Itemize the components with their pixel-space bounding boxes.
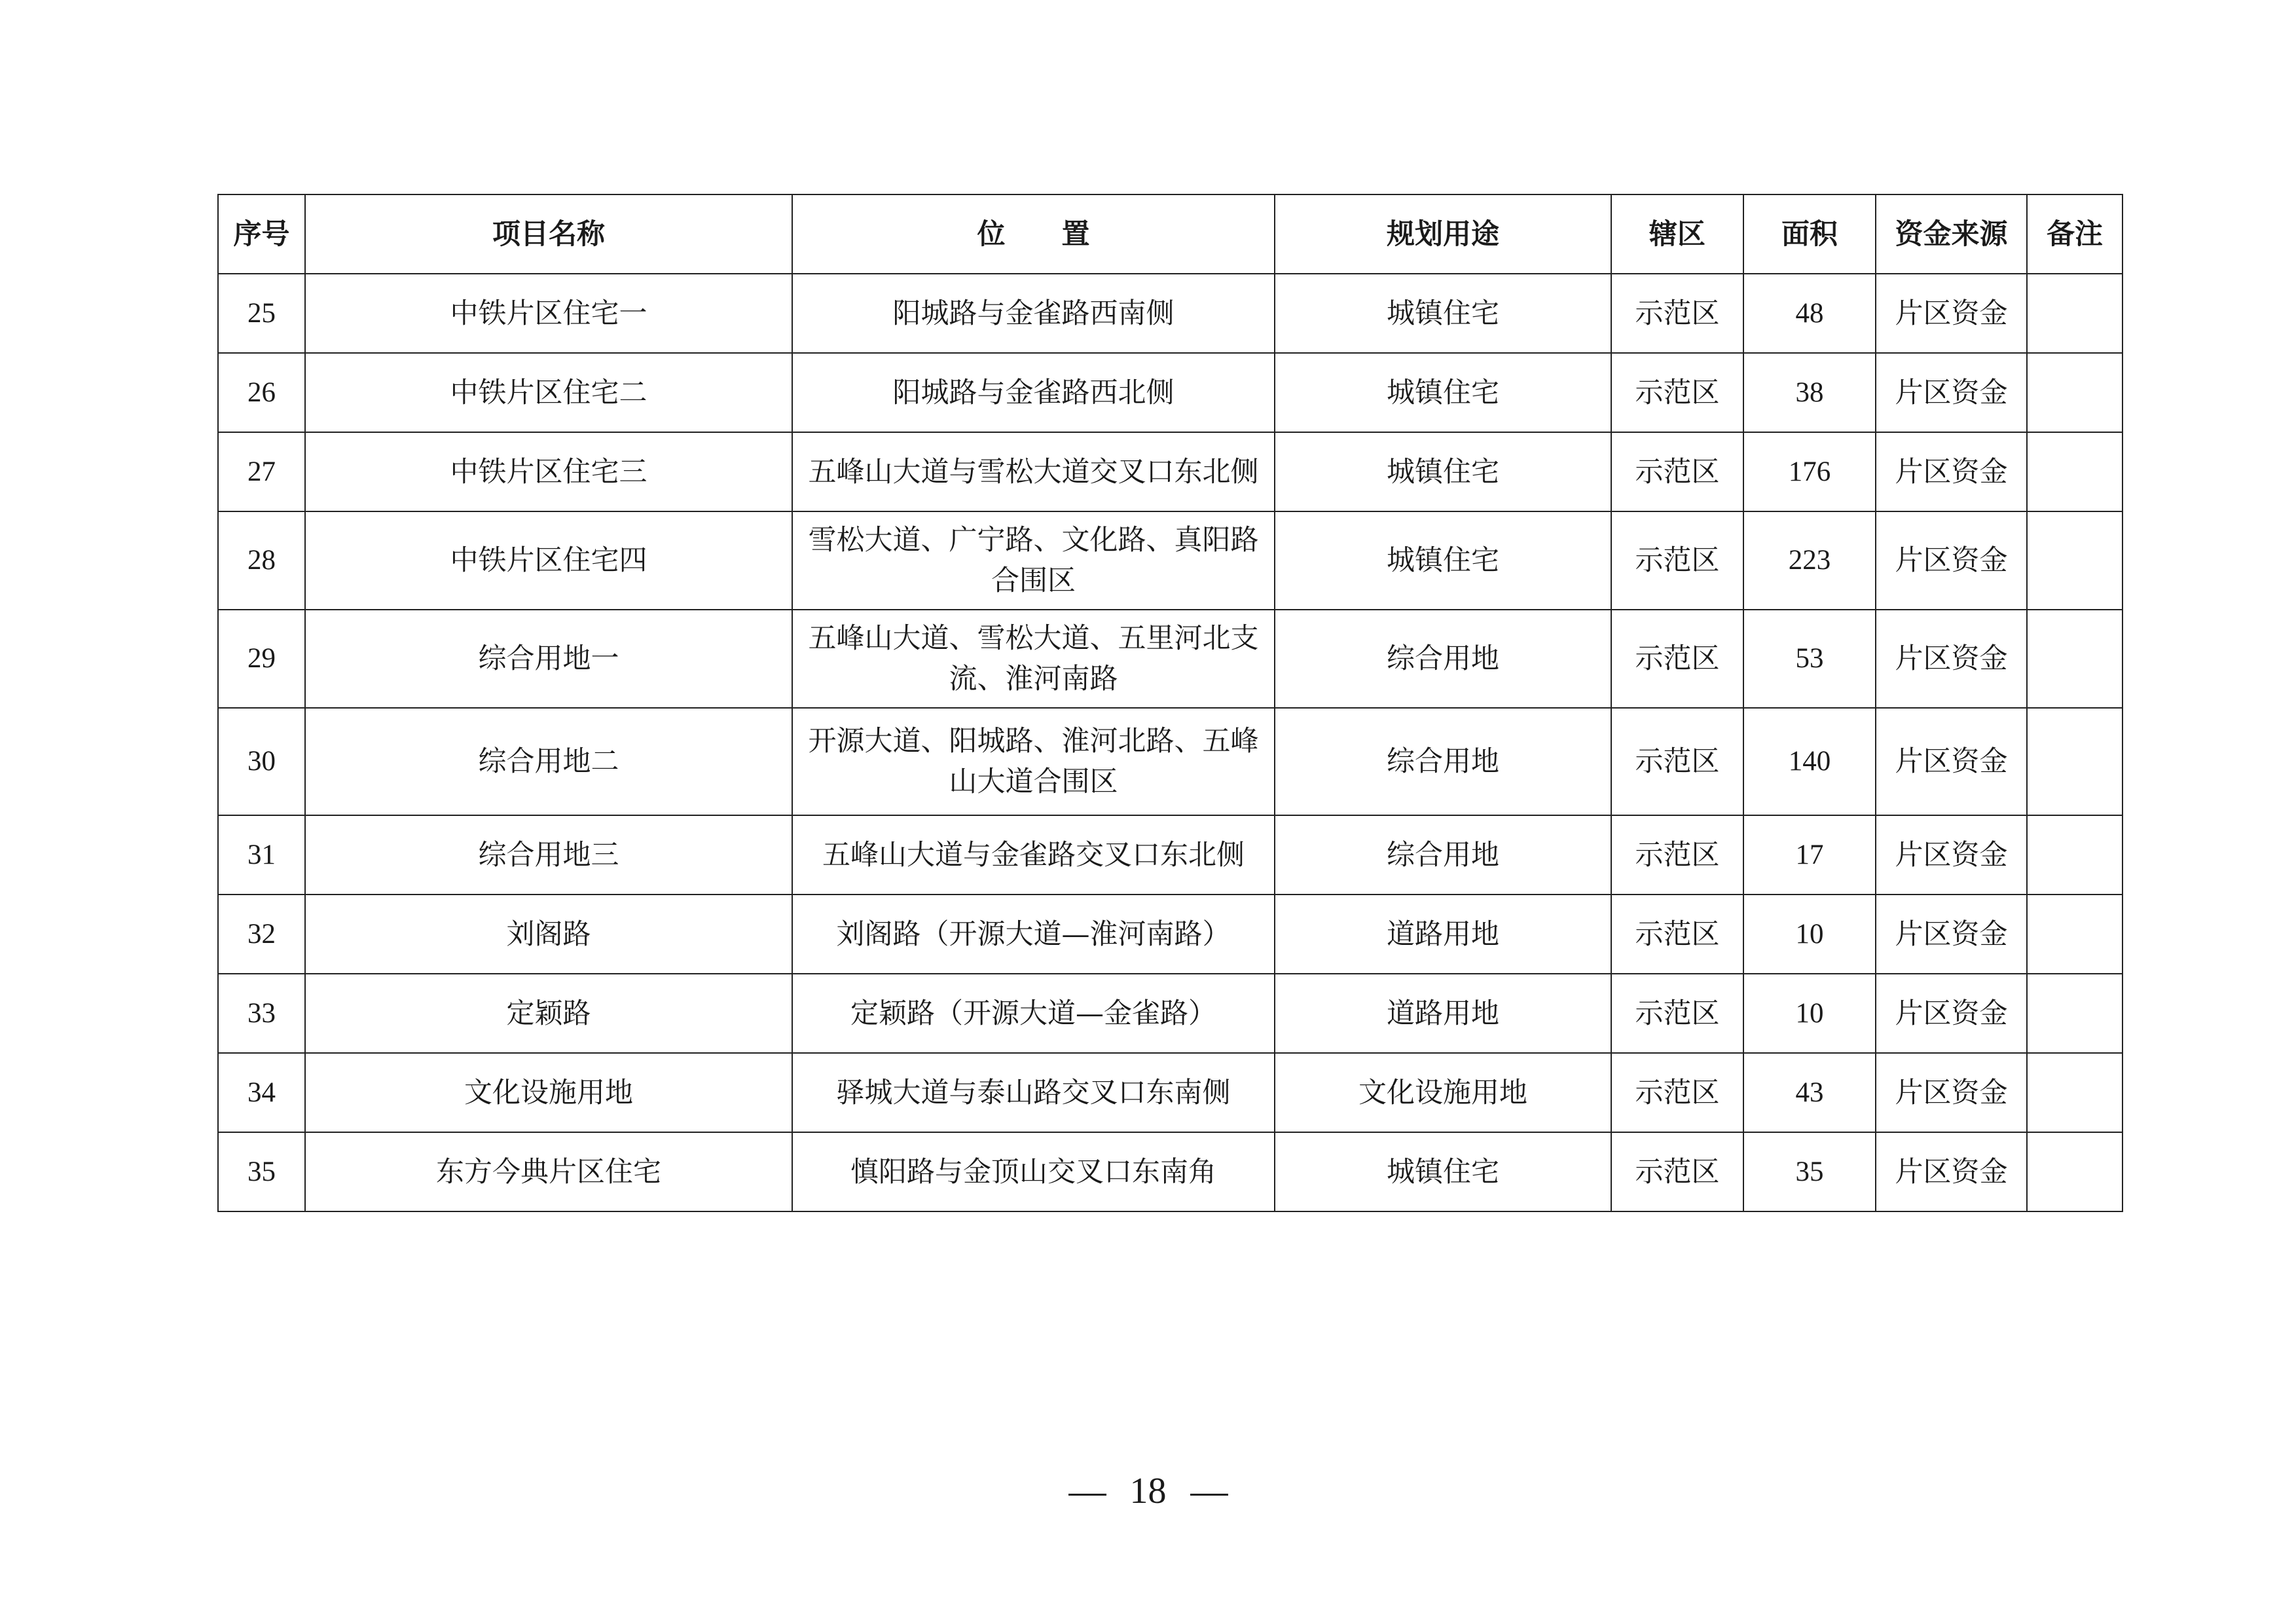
cell-note [2027, 1053, 2123, 1132]
header-note: 备注 [2027, 194, 2123, 274]
cell-area: 35 [1743, 1132, 1876, 1211]
cell-seq: 34 [218, 1053, 305, 1132]
cell-fund-source: 片区资金 [1876, 610, 2027, 708]
cell-fund-source: 片区资金 [1876, 974, 2027, 1053]
cell-fund-source: 片区资金 [1876, 511, 2027, 610]
cell-planned-use: 综合用地 [1275, 708, 1611, 815]
cell-district: 示范区 [1611, 974, 1743, 1053]
cell-district: 示范区 [1611, 432, 1743, 511]
cell-location: 阳城路与金雀路西南侧 [792, 274, 1275, 353]
cell-seq: 33 [218, 974, 305, 1053]
page-dash-right [1190, 1494, 1228, 1496]
cell-note [2027, 353, 2123, 432]
cell-planned-use: 城镇住宅 [1275, 432, 1611, 511]
cell-project-name: 综合用地三 [305, 815, 792, 895]
cell-note [2027, 895, 2123, 974]
cell-project-name: 东方今典片区住宅 [305, 1132, 792, 1211]
cell-fund-source: 片区资金 [1876, 708, 2027, 815]
cell-district: 示范区 [1611, 1053, 1743, 1132]
cell-area: 176 [1743, 432, 1876, 511]
cell-project-name: 中铁片区住宅四 [305, 511, 792, 610]
cell-location: 慎阳路与金顶山交叉口东南角 [792, 1132, 1275, 1211]
header-location: 位 置 [792, 194, 1275, 274]
cell-location: 五峰山大道与雪松大道交叉口东北侧 [792, 432, 1275, 511]
table-row [218, 708, 2123, 815]
cell-note [2027, 815, 2123, 895]
cell-fund-source: 片区资金 [1876, 432, 2027, 511]
cell-seq: 35 [218, 1132, 305, 1211]
cell-seq: 27 [218, 432, 305, 511]
cell-project-name: 综合用地一 [305, 610, 792, 708]
cell-area: 10 [1743, 974, 1876, 1053]
cell-project-name: 中铁片区住宅三 [305, 432, 792, 511]
cell-location: 雪松大道、广宁路、文化路、真阳路合围区 [792, 511, 1275, 610]
table-row [218, 974, 2123, 1053]
table-row [218, 1053, 2123, 1132]
cell-fund-source: 片区资金 [1876, 353, 2027, 432]
cell-location: 五峰山大道与金雀路交叉口东北侧 [792, 815, 1275, 895]
cell-seq: 29 [218, 610, 305, 708]
cell-district: 示范区 [1611, 511, 1743, 610]
table-row [218, 432, 2123, 511]
cell-fund-source: 片区资金 [1876, 895, 2027, 974]
cell-project-name: 中铁片区住宅一 [305, 274, 792, 353]
cell-planned-use: 综合用地 [1275, 815, 1611, 895]
cell-area: 43 [1743, 1053, 1876, 1132]
header-district: 辖区 [1611, 194, 1743, 274]
page-dash-left [1068, 1494, 1106, 1496]
cell-location: 定颖路（开源大道—金雀路） [792, 974, 1275, 1053]
cell-area: 140 [1743, 708, 1876, 815]
cell-location: 刘阁路（开源大道—淮河南路） [792, 895, 1275, 974]
cell-note [2027, 974, 2123, 1053]
table-row [218, 895, 2123, 974]
table-row [218, 610, 2123, 708]
cell-seq: 31 [218, 815, 305, 895]
cell-district: 示范区 [1611, 708, 1743, 815]
header-fund-source: 资金来源 [1876, 194, 2027, 274]
cell-seq: 32 [218, 895, 305, 974]
cell-seq: 28 [218, 511, 305, 610]
page-number: 18 [1129, 1471, 1167, 1511]
cell-district: 示范区 [1611, 1132, 1743, 1211]
land-projects-table [217, 194, 2123, 1212]
header-seq: 序号 [218, 194, 305, 274]
cell-area: 38 [1743, 353, 1876, 432]
cell-note [2027, 274, 2123, 353]
cell-fund-source: 片区资金 [1876, 274, 2027, 353]
cell-location: 五峰山大道、雪松大道、五里河北支流、淮河南路 [792, 610, 1275, 708]
cell-area: 17 [1743, 815, 1876, 895]
header-planned-use: 规划用途 [1275, 194, 1611, 274]
cell-seq: 25 [218, 274, 305, 353]
cell-planned-use: 城镇住宅 [1275, 274, 1611, 353]
cell-district: 示范区 [1611, 815, 1743, 895]
cell-project-name: 刘阁路 [305, 895, 792, 974]
cell-note [2027, 1132, 2123, 1211]
cell-planned-use: 综合用地 [1275, 610, 1611, 708]
cell-project-name: 定颖路 [305, 974, 792, 1053]
table-row [218, 815, 2123, 895]
cell-planned-use: 道路用地 [1275, 974, 1611, 1053]
cell-district: 示范区 [1611, 610, 1743, 708]
cell-location: 驿城大道与泰山路交叉口东南侧 [792, 1053, 1275, 1132]
cell-project-name: 综合用地二 [305, 708, 792, 815]
table-header-row [218, 194, 2123, 274]
cell-area: 48 [1743, 274, 1876, 353]
cell-area: 53 [1743, 610, 1876, 708]
table-row [218, 353, 2123, 432]
table-row [218, 511, 2123, 610]
cell-note [2027, 610, 2123, 708]
cell-fund-source: 片区资金 [1876, 815, 2027, 895]
cell-district: 示范区 [1611, 274, 1743, 353]
header-area: 面积 [1743, 194, 1876, 274]
cell-project-name: 文化设施用地 [305, 1053, 792, 1132]
cell-fund-source: 片区资金 [1876, 1053, 2027, 1132]
table-row [218, 274, 2123, 353]
cell-note [2027, 432, 2123, 511]
cell-project-name: 中铁片区住宅二 [305, 353, 792, 432]
cell-planned-use: 城镇住宅 [1275, 1132, 1611, 1211]
cell-planned-use: 城镇住宅 [1275, 353, 1611, 432]
header-project-name: 项目名称 [305, 194, 792, 274]
cell-planned-use: 道路用地 [1275, 895, 1611, 974]
page-footer [0, 1468, 2296, 1514]
cell-fund-source: 片区资金 [1876, 1132, 2027, 1211]
cell-planned-use: 文化设施用地 [1275, 1053, 1611, 1132]
cell-area: 223 [1743, 511, 1876, 610]
cell-note [2027, 511, 2123, 610]
cell-location: 开源大道、阳城路、淮河北路、五峰山大道合围区 [792, 708, 1275, 815]
cell-area: 10 [1743, 895, 1876, 974]
cell-planned-use: 城镇住宅 [1275, 511, 1611, 610]
table-row [218, 1132, 2123, 1211]
cell-location: 阳城路与金雀路西北侧 [792, 353, 1275, 432]
cell-seq: 26 [218, 353, 305, 432]
cell-district: 示范区 [1611, 353, 1743, 432]
cell-district: 示范区 [1611, 895, 1743, 974]
cell-seq: 30 [218, 708, 305, 815]
cell-note [2027, 708, 2123, 815]
